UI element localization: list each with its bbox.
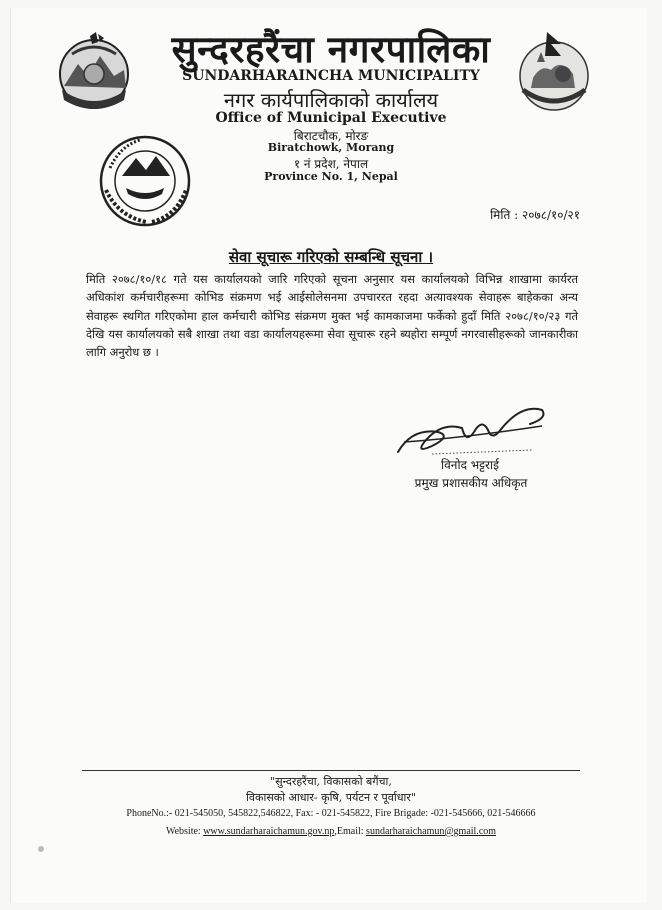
province-nepali: १ नं प्रदेश, नेपाल [293, 157, 369, 171]
footer-divider [82, 770, 580, 771]
municipality-title-english: SUNDARHARAINCHA MUNICIPALITY [182, 68, 480, 84]
municipality-title-nepali: सुन्दरहरैंचा नगरपालिका [171, 27, 491, 71]
website-link[interactable]: www.sundarharaichamun.gov.np [203, 826, 335, 837]
handwritten-signature-icon [392, 398, 552, 462]
email-link[interactable]: sundarharaichamun@gmail.com [366, 826, 497, 837]
footer-slogan-line-1: "सुन्दरहरैंचा, विकासको बगैंचा, [270, 775, 392, 788]
office-title-english: Office of Municipal Executive [215, 110, 447, 126]
footer-phone-numbers: PhoneNo.:- 021-545050, 545822,546822, Fax: - 021-545822, Fire Brigade: -021-545666, 021-546666 [126, 808, 536, 819]
signatory-name: विनोद भट्टराई [441, 458, 499, 472]
website-label: Website: [165, 826, 201, 837]
office-title-nepali: नगर कार्यपालिकाको कार्यालय [223, 88, 439, 112]
location-nepali: बिराटचौक, मोरङ [293, 129, 369, 143]
location-english: Biratchowk, Morang [267, 141, 395, 154]
province-english: Province No. 1, Nepal [264, 170, 398, 183]
letter-date: मिति : २०७८/१०/२१ [490, 208, 580, 222]
notice-subject [0, 247, 662, 267]
footer-slogan-line-2: विकासको आधार- कृषि, पर्यटन र पूर्वाधार" [246, 791, 416, 804]
email-label: ,Email: [334, 826, 364, 837]
notice-subject-text: सेवा सूचारू गरिएको सम्बन्धि सूचना । [228, 248, 434, 266]
signatory-title: प्रमुख प्रशासकीय अधिकृत [414, 476, 528, 490]
footer-contact-line [0, 826, 662, 837]
scan-smudge [38, 846, 44, 852]
notice-body: मिति २०७८/१०/१८ गते यस कार्यालयको जारि गरिएको सूचना अनुसार यस कार्यालयको विभिन्न शाखामा कार्यरत अधिकांश कर्मचारीहरूमा कोभिड संक्रमण भई आईसोलेसनमा उपचाररत रहदा अत्यावश्यक सेवाहरू बाहेकका अन्य सेवाहरू स्थगित गरिएकोमा हाल कर्मचारी कोभिड संक्रमण मुक्त भई कामकाजमा फर्केको हुदाँ मिति २०७८/१०/२३ गते देखि यस कार्यालयको सबै शाखा तथा वडा कार्यालयहरूमा सेवा सूचारू रहने ब्यहोरा सम्पूर्ण नगरवासीहरूको जानकारीका लागि अनुरोध छ । [86, 272, 578, 360]
